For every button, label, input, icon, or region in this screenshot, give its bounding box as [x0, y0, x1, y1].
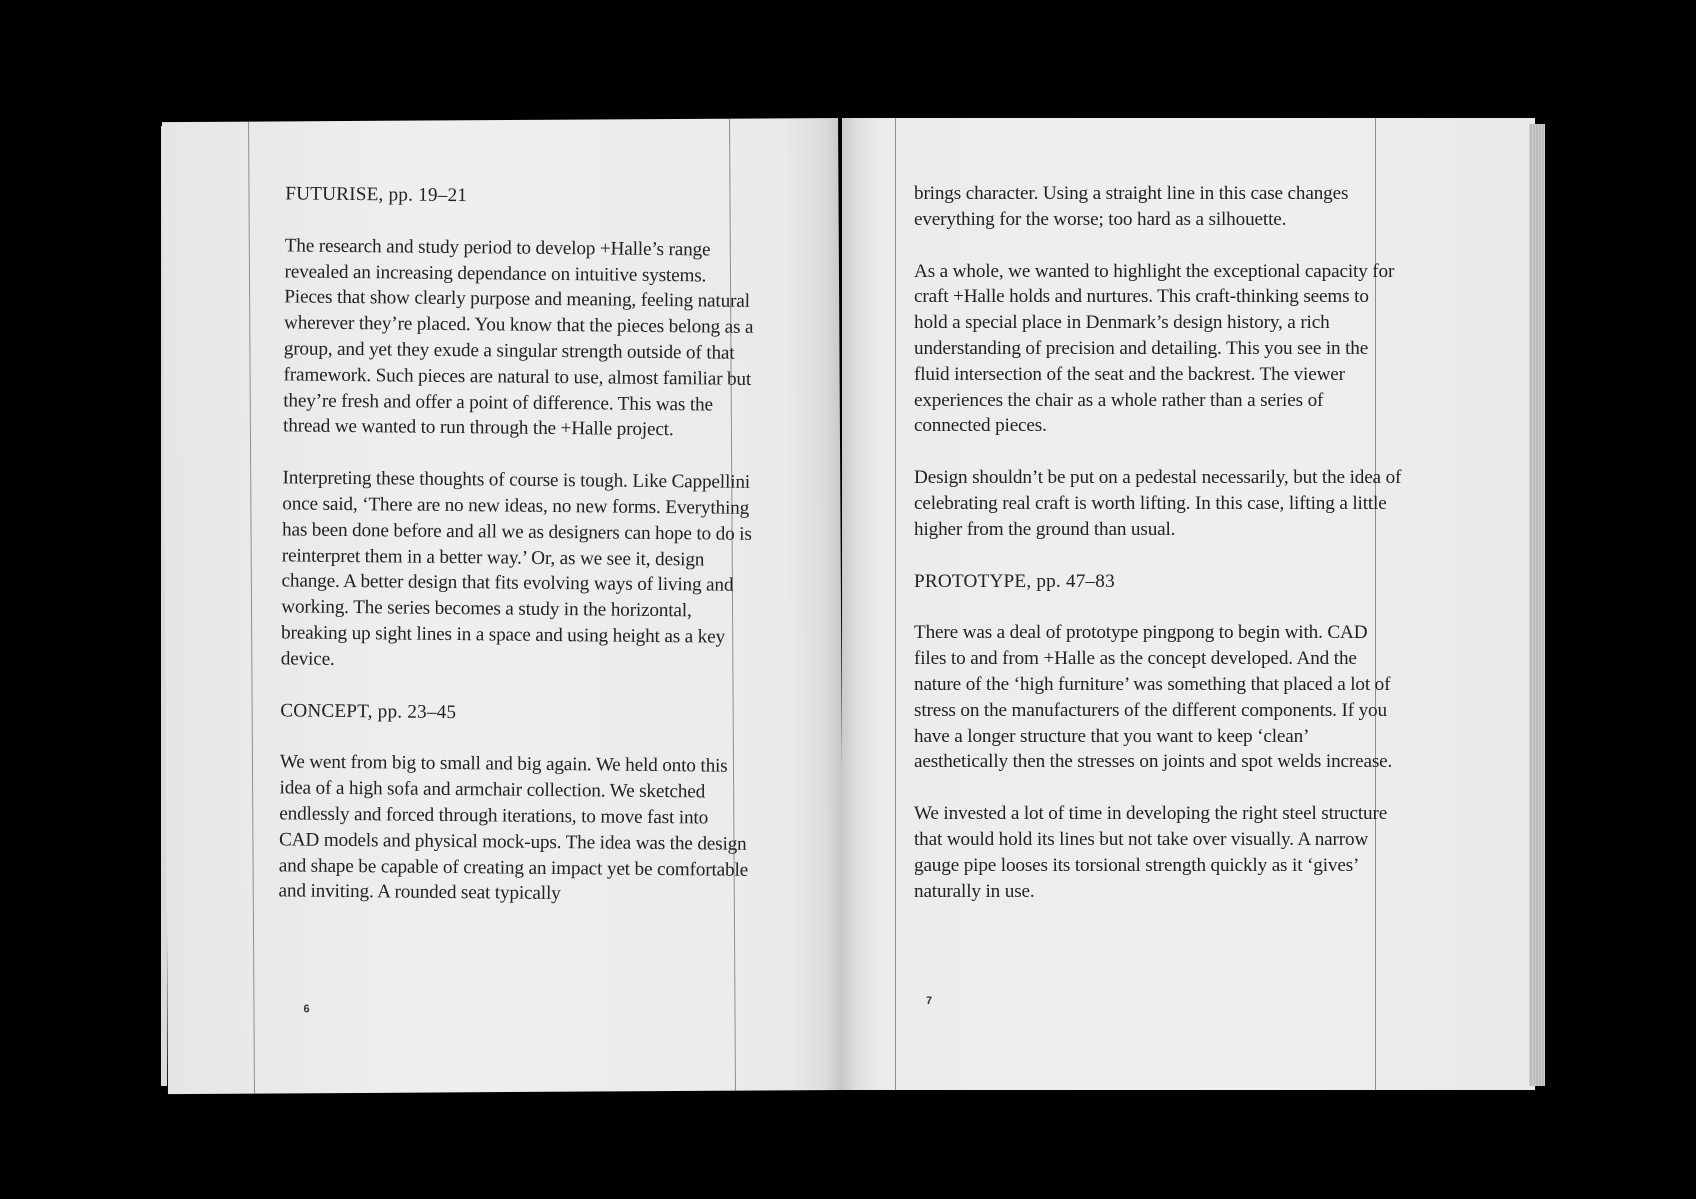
left-page	[162, 118, 844, 1094]
paragraph-pedestal: Design shouldn’t be put on a pedestal necessarily, but the idea of celebrating real craft is worth lifting. In this case, lifting a little higher from the ground than usual.	[914, 467, 1402, 540]
paragraph-futurise-1: The research and study period to develop +Halle’s range revealed an increasing dependance on intuitive systems. Pieces that show clearly purpose and meaning, feeling natural wherever they’re placed. You know that the pieces belong as a group, and yet they exude a singular strength outside of that framework. Such pieces are natural to use, almost familiar but they’re fresh and offer a point of difference. This was the thread we wanted to run through the +Halle project.	[282, 235, 754, 441]
section-heading-prototype: PROTOTYPE, pp. 47–83	[914, 570, 1115, 592]
right-page-edges	[1529, 124, 1545, 1086]
paragraph-prototype-1: There was a deal of prototype pingpong to begin with. CAD files to and from +Halle as the concept developed. And the nature of the ‘high furniture’ was something that placed a lot of stress on the manufacturers of the different components. If you have a longer structure that you want to keep ‘clean’ aesthetically then the stresses on joints and spot welds increase.	[914, 622, 1393, 773]
page-number-left: 6	[303, 1003, 310, 1016]
section-heading-concept: CONCEPT, pp. 23–45	[280, 699, 457, 723]
paragraph-continued: brings character. Using a straight line in this case changes everything for the worse; too hard as a silhouette.	[914, 183, 1349, 230]
left-page-text	[278, 181, 755, 935]
right-page	[842, 118, 1535, 1090]
left-page-outer-rule	[248, 122, 255, 1094]
page-number-right: 7	[926, 995, 933, 1007]
right-page-inner-rule	[895, 118, 896, 1090]
paragraph-concept-1: We went from big to small and big again. We held onto this idea of a high sofa and armchair collection. We sketched endlessly and forced through iterations, to move fast into CAD models and physical mock-ups. The idea was the design and shape be capable of creating an impact yet be comfortable and inviting. A rounded seat typically	[278, 751, 749, 905]
open-book	[165, 118, 1535, 1090]
paragraph-craft: As a whole, we wanted to highlight the exceptional capacity for craft +Halle holds and nurtures. This craft-thinking seems to hold a special place in Denmark’s design history, a rich understanding of precision and detailing. This you see in the fluid intersection of the seat and the backrest. The viewer experiences the chair as a whole rather than a series of connected pieces.	[914, 260, 1395, 437]
section-heading-futurise: FUTURISE, pp. 19–21	[285, 183, 468, 207]
paragraph-futurise-2: Interpreting these thoughts of course is tough. Like Cappellini once said, ‘There are no new ideas, no new forms. Everything has been done before and all we as designers can hope to do is reinterpret them in a better way.’ Or, as we see it, design change. A better design that fits evolving ways of living and working. The series becomes a study in the horizontal, breaking up sight lines in a space and using height as a key device.	[280, 467, 752, 670]
right-page-text	[914, 181, 1404, 930]
paragraph-prototype-2: We invested a lot of time in developing the right steel structure that would hold its lines but not take over visually. A narrow gauge pipe looses its torsional strength quickly as it ‘gives’ naturally in use.	[914, 803, 1388, 902]
